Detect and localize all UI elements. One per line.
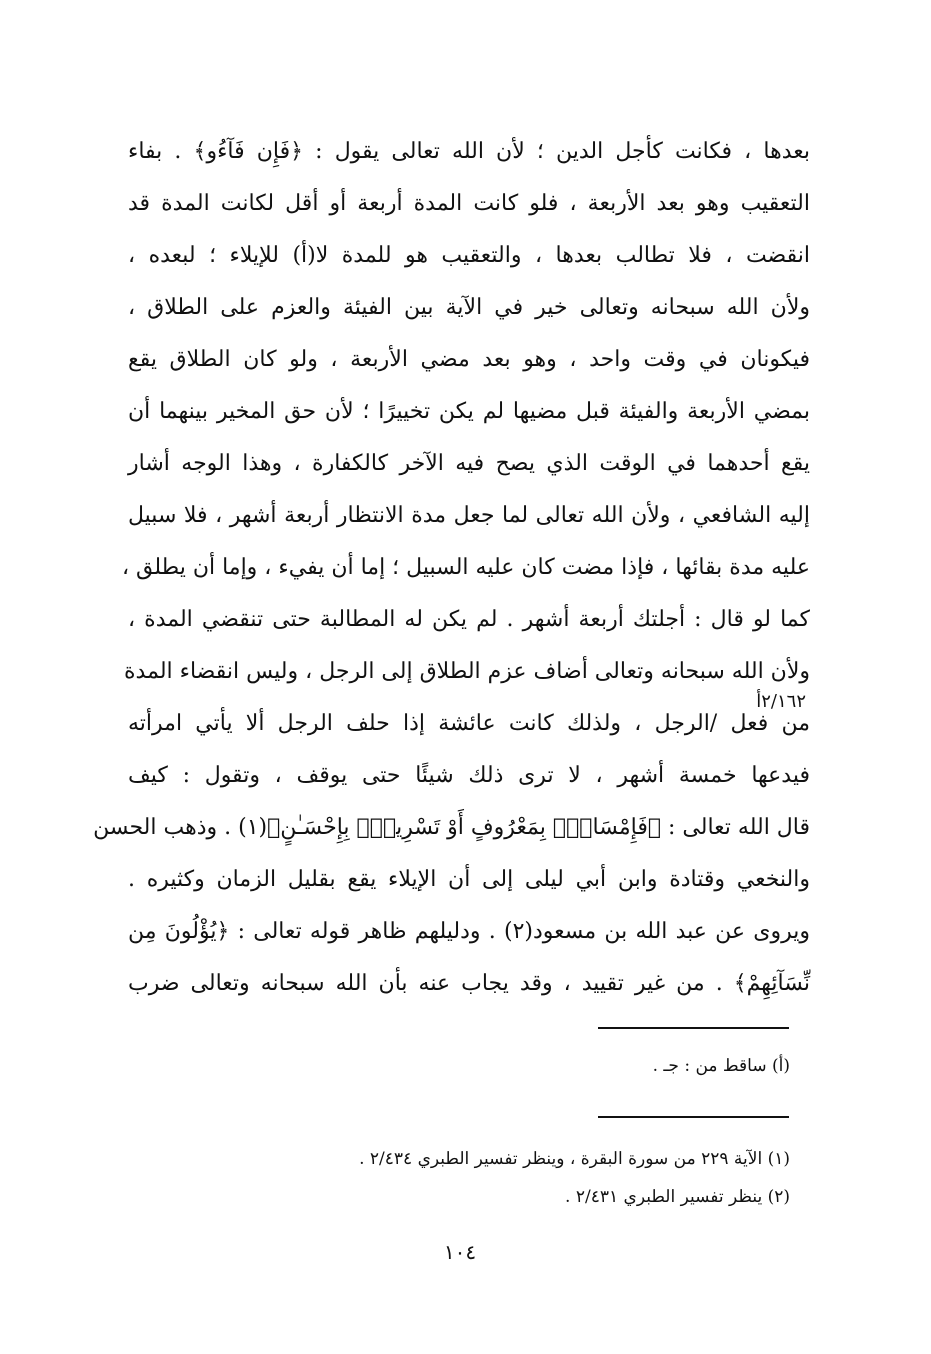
body-line: من فعل /الرجل ، ولذلك كانت عائشة إذا حلف الرجل ألا يأتي امرأته [128, 711, 810, 736]
body-line: بعدها ، فكانت كأجل الدين ؛ لأن الله تعالى يقول : ﴿فَإِن فَآءُو﴾ . بفاء [128, 139, 810, 164]
body-line: انقضت ، فلا تطالب بعدها ، والتعقيب هو للمدة لا(أ) للإيلاء ؛ لبعده ، [128, 243, 810, 268]
body-line: ولأن الله سبحانه وتعالى خير في الآية بين الفيئة والعزم على الطلاق ، [128, 295, 810, 320]
main-text-block [93, 126, 810, 1010]
footnote-2: (٢) ينظر تفسير الطبري ٢/٤٣١ . [565, 1187, 790, 1207]
body-line: نِّسَآئِهِمْ﴾ . من غير تقييد ، وقد يجاب عنه بأن الله سبحانه وتعالى ضرب [128, 971, 810, 996]
margin-folio-note: ٢/١٦٢أ [756, 691, 806, 712]
footnote-a: (أ) ساقط من : جـ . [652, 1056, 790, 1076]
body-line: إليه الشافعي ، ولأن الله تعالى لما جعل مدة الانتظار أربعة أشهر ، فلا سبيل [128, 503, 810, 528]
body-line: ولأن الله سبحانه وتعالى أضاف عزم الطلاق إلى الرجل ، وليس انقضاء المدة [124, 659, 810, 684]
body-line: فيدعها خمسة أشهر ، لا ترى ذلك شيئًا حتى يوقف ، وتقول : كيف [128, 763, 810, 788]
body-line: والنخعي وقتادة وابن أبي ليلى إلى أن الإيلاء يقع بقليل الزمان وكثيره . [128, 867, 810, 892]
body-line: قال الله تعالى : ﴿فَإِمْسَاكُۢ بِمَعْرُوفٍ أَوْ تَسْرِيحُۢ بِإِحْسَـٰنٍ﴾(١) . وذهب الحسن [93, 815, 810, 840]
body-line: عليه مدة بقائها ، فإذا مضت كان عليه السبيل ؛ إما أن يفيء ، وإما أن يطلق ، [121, 555, 810, 580]
body-line: بمضي الأربعة والفيئة قبل مضيها لم يكن تخييرًا ؛ لأن حق المخير بينهما أن [128, 399, 810, 424]
footnote-divider [598, 1116, 789, 1118]
footnote-divider [598, 1027, 789, 1029]
body-line: فيكونان في وقت واحد ، وهو بعد مضي الأربعة ، ولو كان الطلاق يقع [128, 347, 810, 372]
body-line: التعقيب وهو بعد الأربعة ، فلو كانت المدة أربعة أو أقل لكانت المدة قد [128, 191, 810, 216]
footnote-1: (١) الآية ٢٢٩ من سورة البقرة ، وينظر تفسير الطبري ٢/٤٣٤ . [359, 1149, 790, 1169]
body-line: ويروى عن عبد الله بن مسعود(٢) . ودليلهم ظاهر قوله تعالى : ﴿يُؤْلُونَ مِن [128, 919, 810, 944]
body-line: يقع أحدهما في الوقت الذي يصح فيه الآخر كالكفارة ، وهذا الوجه أشار [128, 451, 810, 476]
page-number: ١٠٤ [443, 1240, 477, 1264]
body-line: كما لو قال : أجلتك أربعة أشهر . لم يكن له المطالبة حتى تنقضي المدة ، [128, 607, 810, 632]
